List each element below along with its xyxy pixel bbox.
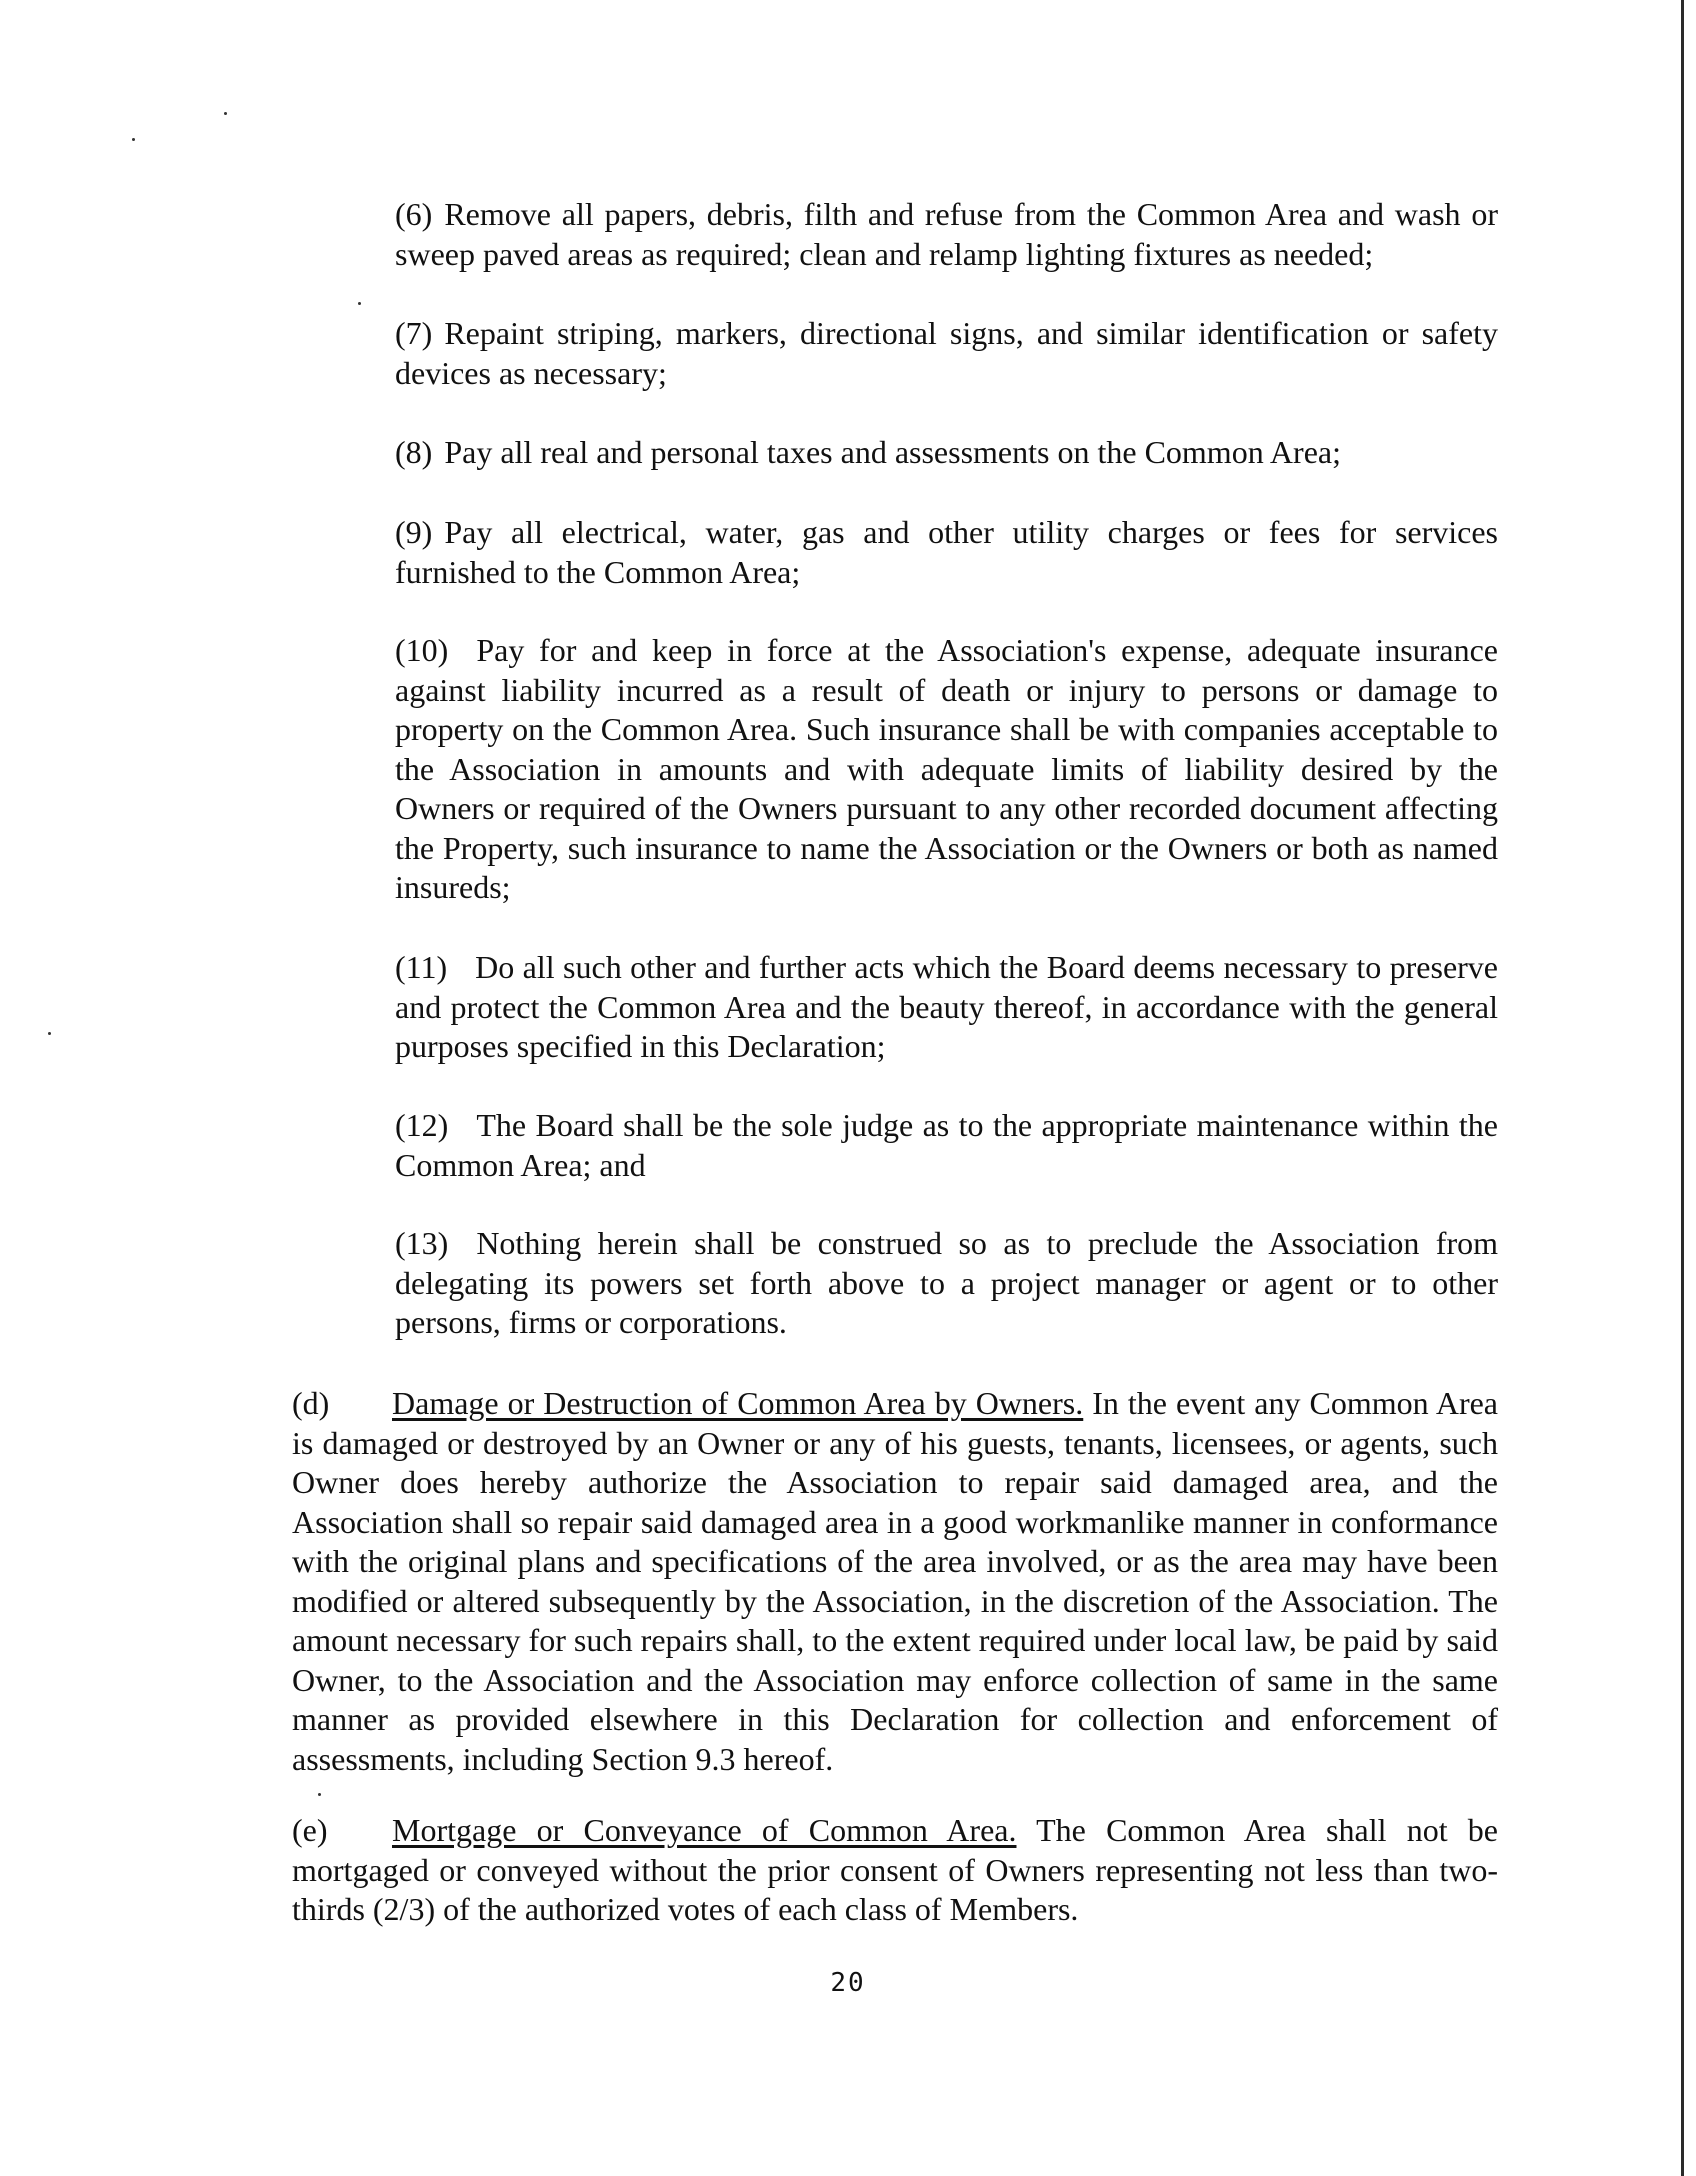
list-item-13 (395, 1224, 1498, 1343)
list-item-text: The Board shall be the sole judge as to the appropriate maintenance within the Common Area; and (395, 1107, 1498, 1183)
list-item-12 (395, 1106, 1498, 1185)
section-label: (e) (292, 1812, 328, 1848)
section-text: In the event any Common Area is damaged or destroyed by an Owner or any of his guests, tenants, licensees, or agents, such Owner does hereby authorize the Association to repair said damaged area, and the Association shall so repair said damaged area in a good workmanlike manner in conformance with the original plans and specifications of the area involved, or as the area may have been modified or altered subsequently by the Association, in the discretion of the Association. The amount necessary for such repairs shall, to the extent required under local law, be paid by said Owner, to the Association and the Association may enforce collection of same in the same manner as provided elsewhere in this Declaration for collection and enforcement of assessments, including Section 9.3 hereof. (292, 1385, 1499, 1777)
scan-speck (48, 1032, 51, 1035)
list-item-number: (9) (395, 514, 433, 550)
list-item-text: Do all such other and further acts which the Board deems necessary to preserve and protect the Common Area and the beauty thereof, in accordance with the general purposes specified in this Declaration; (395, 949, 1498, 1064)
section-e (292, 1811, 1498, 1930)
scan-speck (318, 1793, 321, 1796)
section-heading: Mortgage or Conveyance of Common Area. (392, 1812, 1017, 1848)
list-item-11 (395, 948, 1498, 1067)
scan-edge-line (1681, 0, 1684, 2176)
list-item-text: Nothing herein shall be construed so as to preclude the Association from delegating its powers set forth above to a project manager or agent or to other persons, firms or corporations. (395, 1225, 1498, 1340)
section-text: The Common Area shall not be mortgaged or conveyed without the prior consent of Owners representing not less than two-thirds (2/3) of the authorized votes of each class of Members. (292, 1812, 1499, 1927)
list-item-10 (395, 631, 1498, 908)
list-item-number: (11) (395, 949, 448, 985)
list-item-text: Pay for and keep in force at the Association's expense, adequate insurance against liability incurred as a result of death or injury to persons or damage to property on the Common Area. Such insurance shall be with companies acceptable to the Association in amounts and with adequate limits of liability desired by the Owners or required of the Owners pursuant to any other recorded document affecting the Property, such insurance to name the Association or the Owners or both as named insureds; (395, 632, 1498, 905)
list-item-number: (6) (395, 196, 433, 232)
list-item-7 (395, 314, 1498, 393)
list-item-text: Pay all real and personal taxes and assessments on the Common Area; (444, 434, 1341, 470)
list-item-number: (13) (395, 1225, 449, 1261)
list-item-9 (395, 513, 1498, 592)
list-item-8 (395, 433, 1498, 473)
list-item-text: Repaint striping, markers, directional signs, and similar identification or safety devices as necessary; (395, 315, 1498, 391)
scan-speck (358, 302, 361, 305)
list-item-number: (7) (395, 315, 433, 351)
list-item-number: (12) (395, 1107, 449, 1143)
section-d (292, 1384, 1498, 1779)
list-item-6 (395, 195, 1498, 274)
section-heading: Damage or Destruction of Common Area by Owners. (392, 1385, 1084, 1421)
scan-speck (132, 138, 135, 141)
page-number: 20 (830, 1968, 866, 1998)
list-item-text: Remove all papers, debris, filth and refuse from the Common Area and wash or sweep paved areas as required; clean and relamp lighting fixtures as needed; (395, 196, 1498, 272)
section-label: (d) (292, 1385, 330, 1421)
list-item-text: Pay all electrical, water, gas and other utility charges or fees for services furnished to the Common Area; (395, 514, 1498, 590)
list-item-number: (8) (395, 434, 433, 470)
list-item-number: (10) (395, 632, 449, 668)
scan-speck (224, 112, 227, 115)
